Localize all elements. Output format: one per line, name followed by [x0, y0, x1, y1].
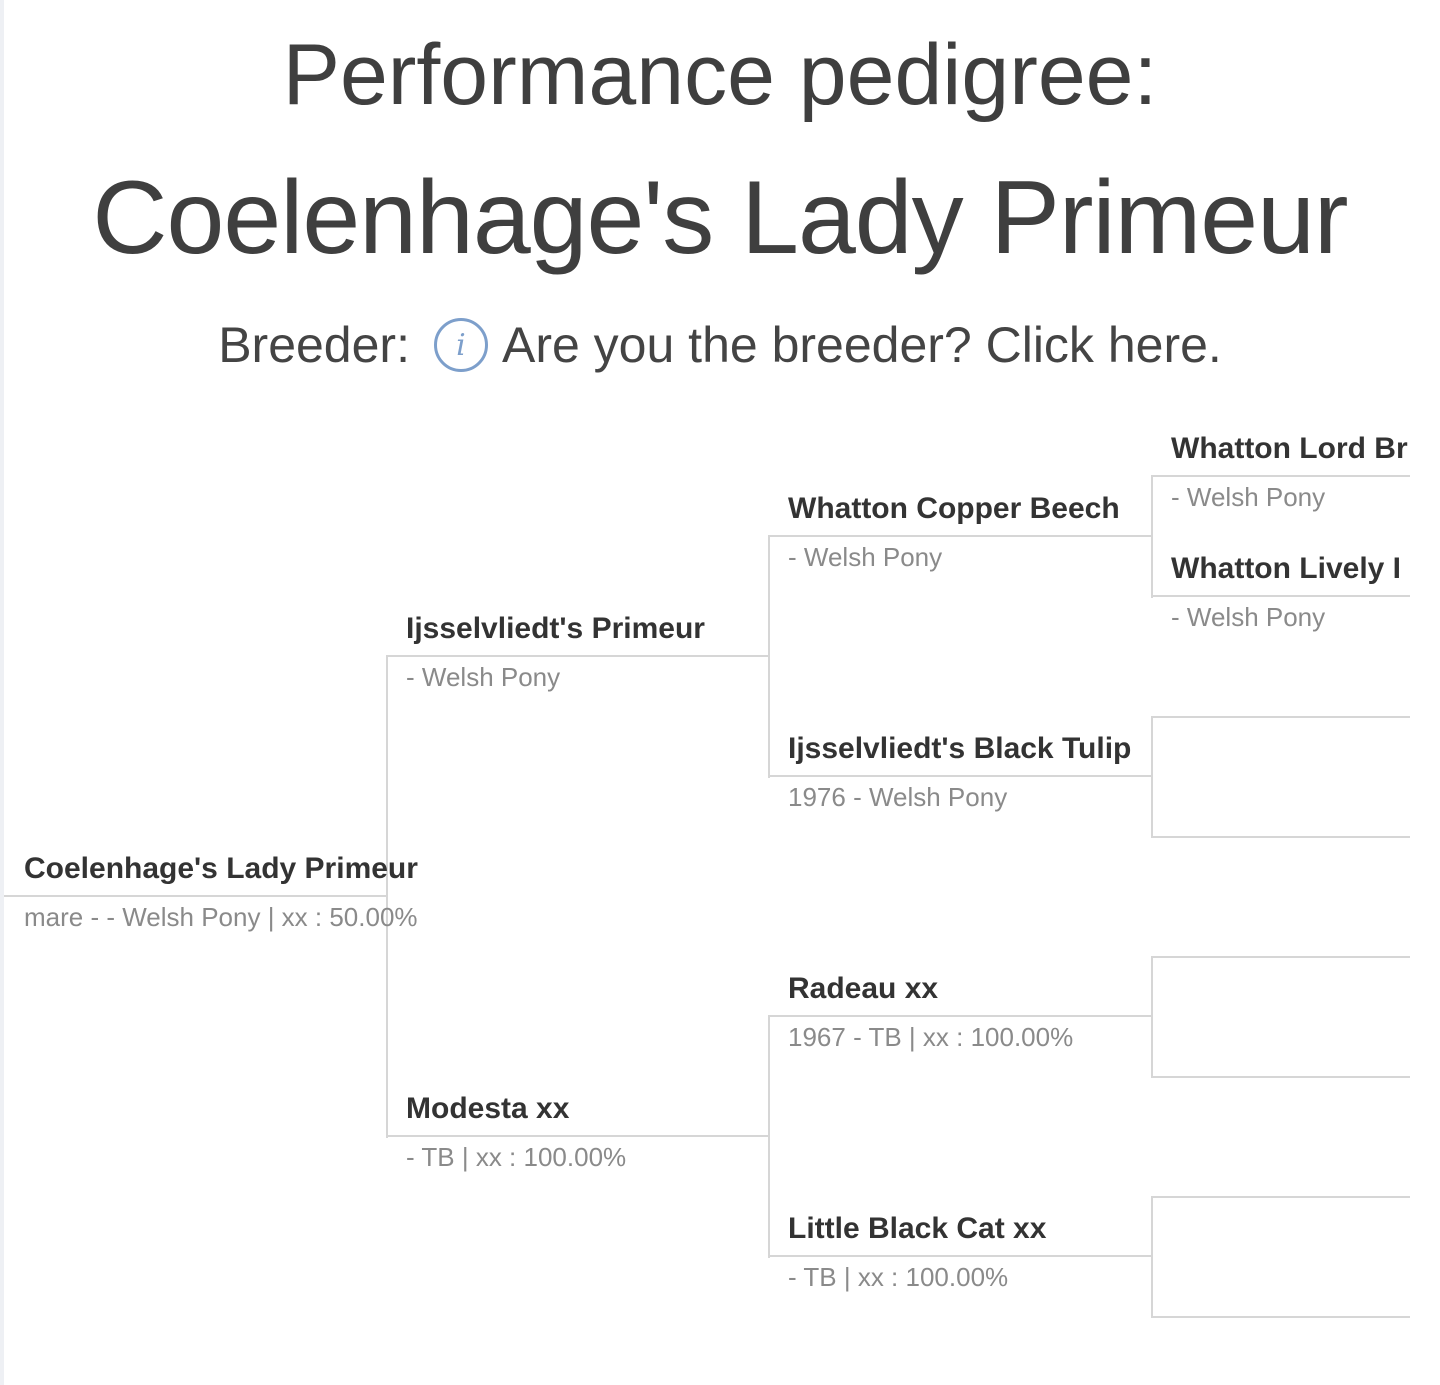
horse-info: 1976 - Welsh Pony: [788, 782, 1008, 812]
horse-info: 1967 - TB | xx : 100.00%: [788, 1022, 1074, 1052]
divider: [386, 655, 770, 657]
divider: [386, 1135, 770, 1137]
horse-name[interactable]: Whatton Lord Br: [1171, 432, 1408, 465]
horse-info: - TB | xx : 100.00%: [406, 1142, 627, 1172]
horse-info: - TB | xx : 100.00%: [788, 1262, 1009, 1292]
horse-name[interactable]: Radeau xx: [788, 972, 939, 1005]
horse-info: - Welsh Pony: [788, 542, 943, 572]
pedigree-sire-sire-sire[interactable]: [1151, 430, 1410, 530]
pedigree-empty-slot: [1151, 716, 1410, 838]
divider: [4, 895, 388, 897]
breeder-claim-link[interactable]: Are you the breeder? Click here.: [501, 317, 1222, 373]
pedigree-sire-sire-dam[interactable]: [1151, 550, 1410, 650]
horse-info: mare - - Welsh Pony | xx : 50.00%: [24, 902, 418, 932]
horse-name-title: Coelenhage's Lady Primeur: [92, 160, 1348, 276]
horse-name[interactable]: Whatton Lively I: [1171, 552, 1402, 585]
pedigree-subject[interactable]: [4, 850, 418, 950]
divider: [1151, 595, 1410, 597]
divider: [768, 1015, 1152, 1017]
horse-name[interactable]: Modesta xx: [406, 1092, 570, 1125]
divider: [768, 535, 1152, 537]
horse-name[interactable]: Ijsselvliedt's Primeur: [406, 612, 705, 645]
horse-name[interactable]: Ijsselvliedt's Black Tulip: [788, 732, 1132, 765]
divider: [1151, 475, 1410, 477]
horse-info: - Welsh Pony: [1171, 602, 1326, 632]
pedigree-dam-sire[interactable]: [768, 970, 1152, 1070]
divider: [768, 1255, 1152, 1257]
pedigree-empty-slot: [1151, 1196, 1410, 1318]
pedigree-sire[interactable]: [386, 610, 770, 710]
horse-info: - Welsh Pony: [406, 662, 561, 692]
horse-info: - Welsh Pony: [1171, 482, 1326, 512]
pedigree-dam[interactable]: [386, 1090, 770, 1190]
horse-name[interactable]: Coelenhage's Lady Primeur: [24, 852, 418, 885]
pedigree-sire-sire[interactable]: [768, 490, 1152, 590]
breeder-label: Breeder:: [218, 317, 410, 373]
info-icon[interactable]: i: [434, 318, 488, 372]
pedigree-empty-slot: [1151, 956, 1410, 1078]
horse-name[interactable]: Whatton Copper Beech: [788, 492, 1120, 525]
page-title: Performance pedigree:: [282, 27, 1158, 123]
horse-name[interactable]: Little Black Cat xx: [788, 1212, 1047, 1245]
pedigree-dam-dam[interactable]: [768, 1210, 1152, 1310]
divider: [768, 775, 1152, 777]
pedigree-sire-dam[interactable]: [768, 730, 1152, 830]
